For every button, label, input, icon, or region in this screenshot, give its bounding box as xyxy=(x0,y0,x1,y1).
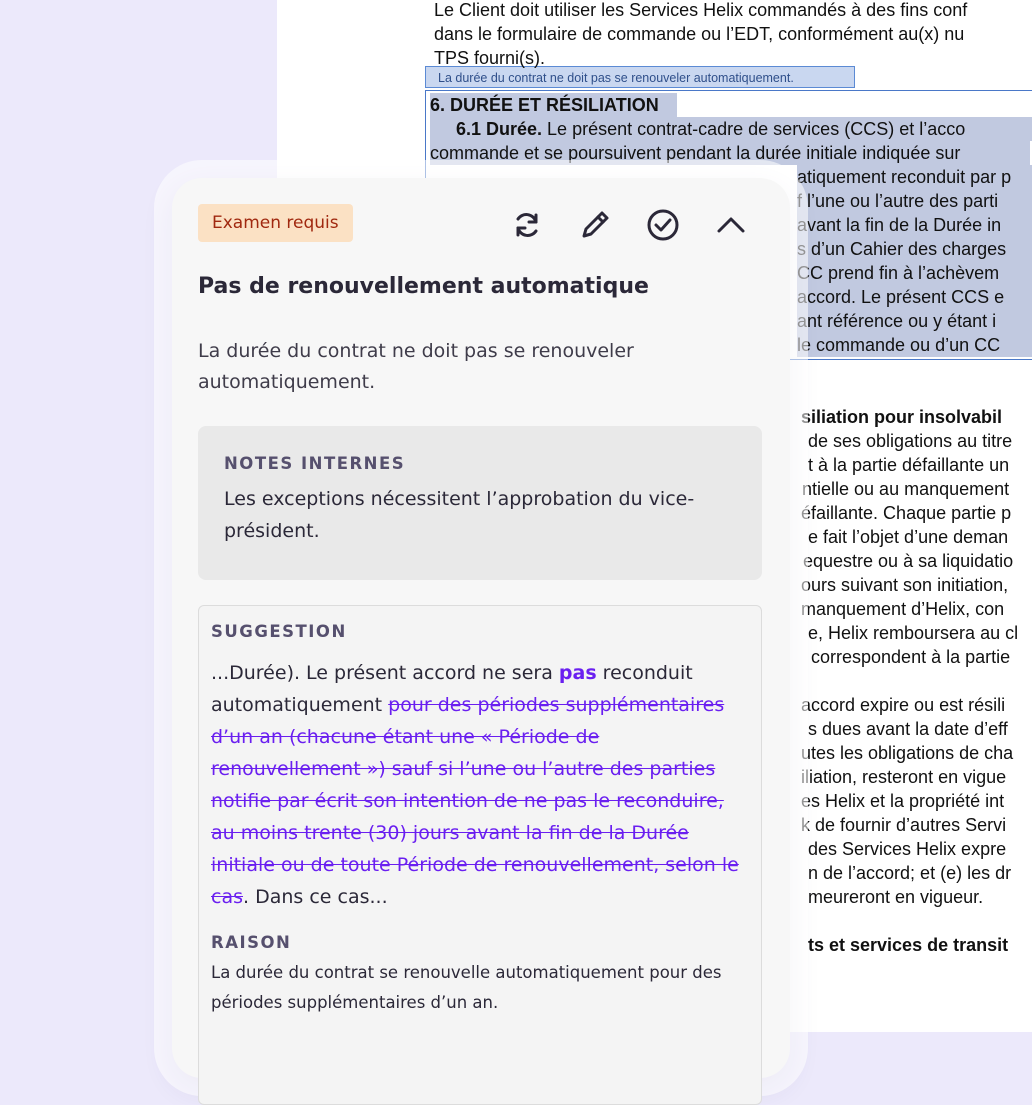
review-card xyxy=(172,178,790,1078)
doc-line: le commande ou d’un CC xyxy=(797,333,1032,357)
doc-line: ours suivant son initiation, xyxy=(801,575,1009,595)
doc-line: commande et se poursuivent pendant la durée initiale indiquée sur xyxy=(430,141,1030,165)
doc-line: avant la fin de la Durée in xyxy=(797,213,1032,237)
suggestion-suffix: . Dans ce cas... xyxy=(243,886,388,908)
doc-line: correspondent à la partie xyxy=(811,647,1011,667)
doc-line: éfaillante. Chaque partie p xyxy=(801,503,1012,523)
doc-line: s dues avant la date d’eff xyxy=(808,719,1008,739)
check-circle-icon xyxy=(645,207,681,243)
doc-line: k de fournir d’autres Servi xyxy=(801,815,1007,835)
status-badge: Examen requis xyxy=(198,204,353,242)
suggestion-box xyxy=(198,605,762,1105)
notes-text: Les exceptions nécessitent l’approbation du vice-président. xyxy=(224,488,695,542)
deleted-text: pour des périodes supplémentaires d’un an (chacune étant une « Période de renouvellement ») sauf si l’une ou l’autre des parties notifie par écrit son intention de ne pas le reconduire, au moins trente (30) jours avant la fin de la Durée initiale ou de toute Période de renouvellement, selon le cas xyxy=(211,694,739,908)
accept-button[interactable] xyxy=(644,206,682,244)
doc-line: meureront en vigueur. xyxy=(808,887,984,907)
notes-label: NOTES INTERNES xyxy=(224,454,406,473)
suggestion-middle: reconduit automatiquement xyxy=(211,662,693,716)
edit-pencil-icon xyxy=(577,207,613,243)
doc-line: des Services Helix expre xyxy=(808,839,1007,859)
internal-notes xyxy=(198,426,762,580)
rule-title: Pas de renouvellement automatique xyxy=(198,274,649,299)
doc-line: atiquement reconduit par p xyxy=(797,165,1032,189)
doc-line: ntielle ou au manquement xyxy=(802,479,1010,499)
doc-line: manquement d’Helix, con xyxy=(801,599,1005,619)
doc-line: equestre ou à sa liquidatio xyxy=(803,551,1014,571)
section-heading: 6. DURÉE ET RÉSILIATION xyxy=(430,93,677,117)
doc-line: CC prend fin à l’achèvem xyxy=(797,261,1032,285)
doc-line: ts et services de transit xyxy=(808,935,1009,955)
reason-text: La durée du contrat se renouvelle automatiquement pour des périodes supplémentaires d’un an. xyxy=(211,963,722,1012)
regenerate-button[interactable] xyxy=(508,206,546,244)
doc-line: es Helix et la propriété int xyxy=(801,791,1005,811)
suggestion-prefix: ...Durée). Le présent accord ne sera xyxy=(211,662,559,684)
refresh-icon xyxy=(509,207,545,243)
doc-line: iliation, resteront en vigue xyxy=(801,767,1007,787)
edit-button[interactable] xyxy=(576,206,614,244)
suggestion-label: SUGGESTION xyxy=(211,622,347,641)
suggestion-text[interactable] xyxy=(211,657,749,913)
card-actions xyxy=(508,206,750,244)
doc-line: accord. Le présent CCS e xyxy=(797,285,1032,309)
reason-label: RAISON xyxy=(211,933,292,952)
doc-line: Le Client doit utiliser les Services Helix commandés à des fins conf xyxy=(434,0,968,20)
doc-line: Le présent contrat-cadre de services (CCS) et l’acco xyxy=(542,119,966,139)
chevron-up-icon xyxy=(713,207,749,243)
collapse-button[interactable] xyxy=(712,206,750,244)
doc-line: utes les obligations de cha xyxy=(801,743,1014,763)
doc-line: e, Helix remboursera au cl xyxy=(808,623,1019,643)
doc-line: s d’un Cahier des charges xyxy=(797,237,1032,261)
doc-line: TPS fourni(s). xyxy=(434,48,546,68)
doc-line: accord expire ou est résili xyxy=(801,695,1006,715)
doc-line: dans le formulaire de commande ou l’EDT, conformément au(x) nu xyxy=(434,24,965,44)
clause-tooltip: La durée du contrat ne doit pas se renouveler automatiquement. xyxy=(425,66,855,88)
doc-line: t à la partie défaillante un xyxy=(808,455,1010,475)
section-subheading: 6.1 Durée. xyxy=(456,119,543,139)
doc-line: ant référence ou y étant i xyxy=(797,309,1032,333)
doc-line: f l’une ou l’autre des parti xyxy=(797,189,1032,213)
doc-line: siliation pour insolvabil xyxy=(801,407,1003,427)
rule-description: La durée du contrat ne doit pas se renouveler automatiquement. xyxy=(198,340,634,393)
doc-line: n de l’accord; et (e) les dr xyxy=(808,863,1012,883)
doc-line: e fait l’objet d’une deman xyxy=(808,527,1009,547)
inserted-text: pas xyxy=(558,662,597,684)
doc-line: de ses obligations au titre xyxy=(808,431,1013,451)
